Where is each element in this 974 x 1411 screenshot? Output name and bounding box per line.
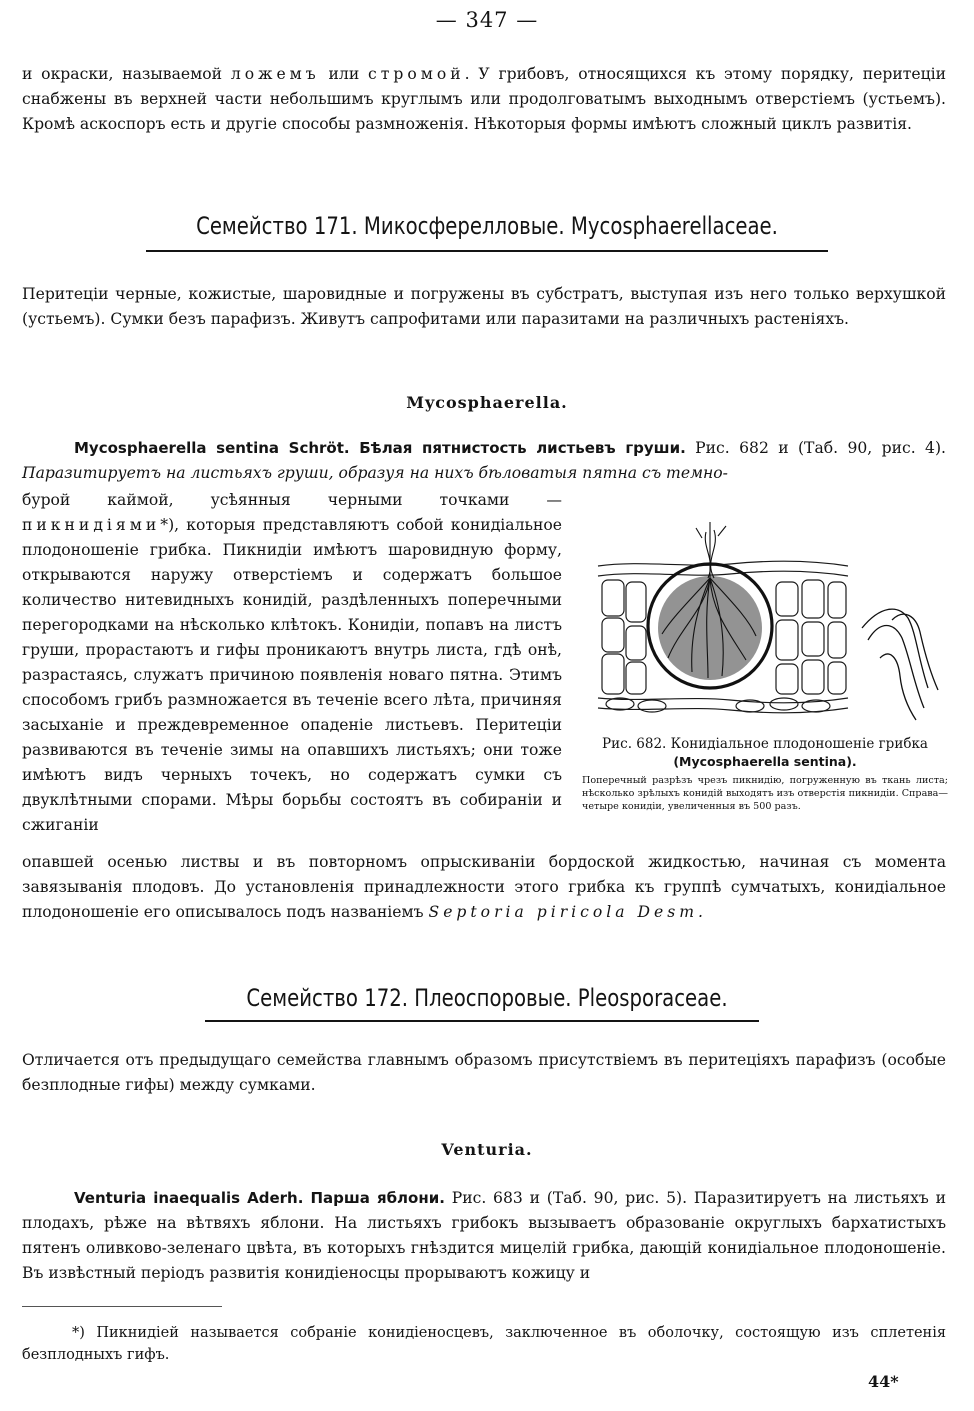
mycosphaerella-paragraph-lead [22,436,946,486]
figure-682-caption [582,736,948,813]
mycosphaerella-body-a: бурой каймой, усѣянныя черными точками — [22,491,562,509]
genus-mycosphaerella-heading: Mycosphaerella. [406,393,568,412]
family-171-heading: Семейство 171. Микосферелловые. Mycosphaerellaceae. [196,212,778,240]
intro-text-b: или [319,65,368,83]
mycosphaerella-paragraph-end [22,850,946,925]
figure-682-species-name: (Mycosphaerella sentina). [673,754,857,769]
mycosphaerella-end-text: опавшей осенью листвы и въ повторномъ опрыскиванiи бордоской жидкостью, начиная съ момента завязыванiя плодовъ. До установленiя принадлежности этого грибка къ группѣ сумчатыхъ, конидiальное плодоношенiе его описывалось подъ названiемъ [22,853,946,921]
intro-paragraph [22,62,946,137]
figure-682-caption-title: Рис. 682. Конидiальное плодоношенiе грибка [602,736,928,752]
figure-682-caption-description: Поперечный разрѣзъ чрезъ пикнидiю, погруженную въ ткань листа; нѣсколько зрѣлыхъ конидiй выходятъ изъ отверстiя пикнидiи. Справа—четыре конидiи, увеличенныя въ 500 разъ. [582,775,948,812]
venturia-species-name: Venturia inaequalis Aderh. Парша яблони. [74,1189,445,1207]
term-stroma: стромой [368,65,465,83]
footnote-text: *) Пикнидiей называется собранiе конидiеносцевъ, заключенное въ оболочку, состоящую изъ сплетенiя безплодныхъ гифъ. [22,1325,946,1363]
mycosphaerella-body-b: *), которыя представляютъ собой конидiальное плодоношенiе грибка. Пикнидiи имѣютъ шаровидную форму, открываются наружу отверстiемъ и содержатъ большое количество нитевидныхъ конидiй, раздѣленныхъ поперечными перегородками на нѣсколько клѣтокъ. Конидiи, попавъ на листъ груши, прорастаютъ и гифы проникаютъ внутрь листа, гдѣ онѣ, разрастаясь, служатъ причиною появленiя новаго пятна. Этимъ способомъ грибъ размножается въ теченiе всего лѣта, причиняя засыханiе и преждевременное опаденiе листьевъ. Перитецiи развиваются въ теченiе зимы на опавшихъ листьяхъ; они тоже имѣютъ видъ черныхъ точекъ, но содержатъ сумки съ двуклѣтными спорами. Мѣры борьбы состоятъ въ собиранiи и сжиганiи [22,516,562,834]
family-172-underline [205,1020,759,1022]
mycosphaerella-figure-ref: Рис. 682 и (Таб. 90, рис. 4). [685,439,946,457]
figure-682-drawing [580,508,950,733]
mycosphaerella-host-text: Паразитируетъ на листьяхъ груши, образуя на нихъ бѣловатыя пятна съ темно- [22,464,728,482]
term-piknidii: пикнидiями [22,516,161,534]
signature-mark: 44* [868,1372,899,1391]
family-171-description: Перитецiи черные, кожистые, шаровидные и погружены въ субстратъ, выступая изъ него только верхушкой (устьемъ). Сумки безъ парафизъ. Живутъ сапрофитами или паразитами на различныхъ растенiяхъ. [22,285,946,328]
venturia-paragraph [22,1186,946,1286]
family-172-heading: Семейство 172. Плеоспоровые. Pleosporaceae. [246,984,728,1012]
venturia-text: Рис. 683 и (Таб. 90, рис. 5). Паразитируетъ на листьяхъ и плодахъ, рѣже на вѣтвяхъ яблони. На листьяхъ грибокъ вызываетъ образованiе округлыхъ бархатистыхъ пятенъ оливково-зеленаго цвѣта, въ которыхъ гнѣздится мицелiй грибка, дающiй конидiальное плодоношенiе. Въ извѣстный перiодъ развитiя конидiеносцы прорываютъ кожицу и [22,1189,946,1282]
term-lozhe: ложемъ [230,65,320,83]
genus-venturia-heading: Venturia. [441,1140,533,1159]
family-172-description: Отличается отъ предыдущаго семейства главнымъ образомъ присутствiемъ въ перитецiяхъ парафизъ (особые безплодные гифы) между сумками. [22,1051,946,1094]
mycosphaerella-species-name: Mycosphaerella sentina Schröt. Бѣлая пятнистость листьевъ груши. [74,439,686,457]
footnote-separator [22,1306,222,1307]
figure-682-caption-species [582,753,948,771]
intro-text-c: . У грибовъ, относящихся къ этому порядку, перитецiи снабжены въ верхней части небольшимъ круглымъ или продолговатымъ выходнымъ отверстiемъ (устьемъ). Кромѣ аскоспоръ есть и другiе способы размноженiя. Нѣкоторыя формы имѣютъ сложный циклъ развитiя. [22,65,947,133]
figure-682-illustration [580,508,950,733]
page-number: — 347 — [435,8,539,32]
family-171-underline [146,250,828,252]
footnote [22,1322,946,1366]
intro-text-a: и окраски, называемой [22,65,231,83]
septoria-name: Septoria piricola Desm. [428,903,708,921]
mycosphaerella-paragraph-body [22,488,562,838]
